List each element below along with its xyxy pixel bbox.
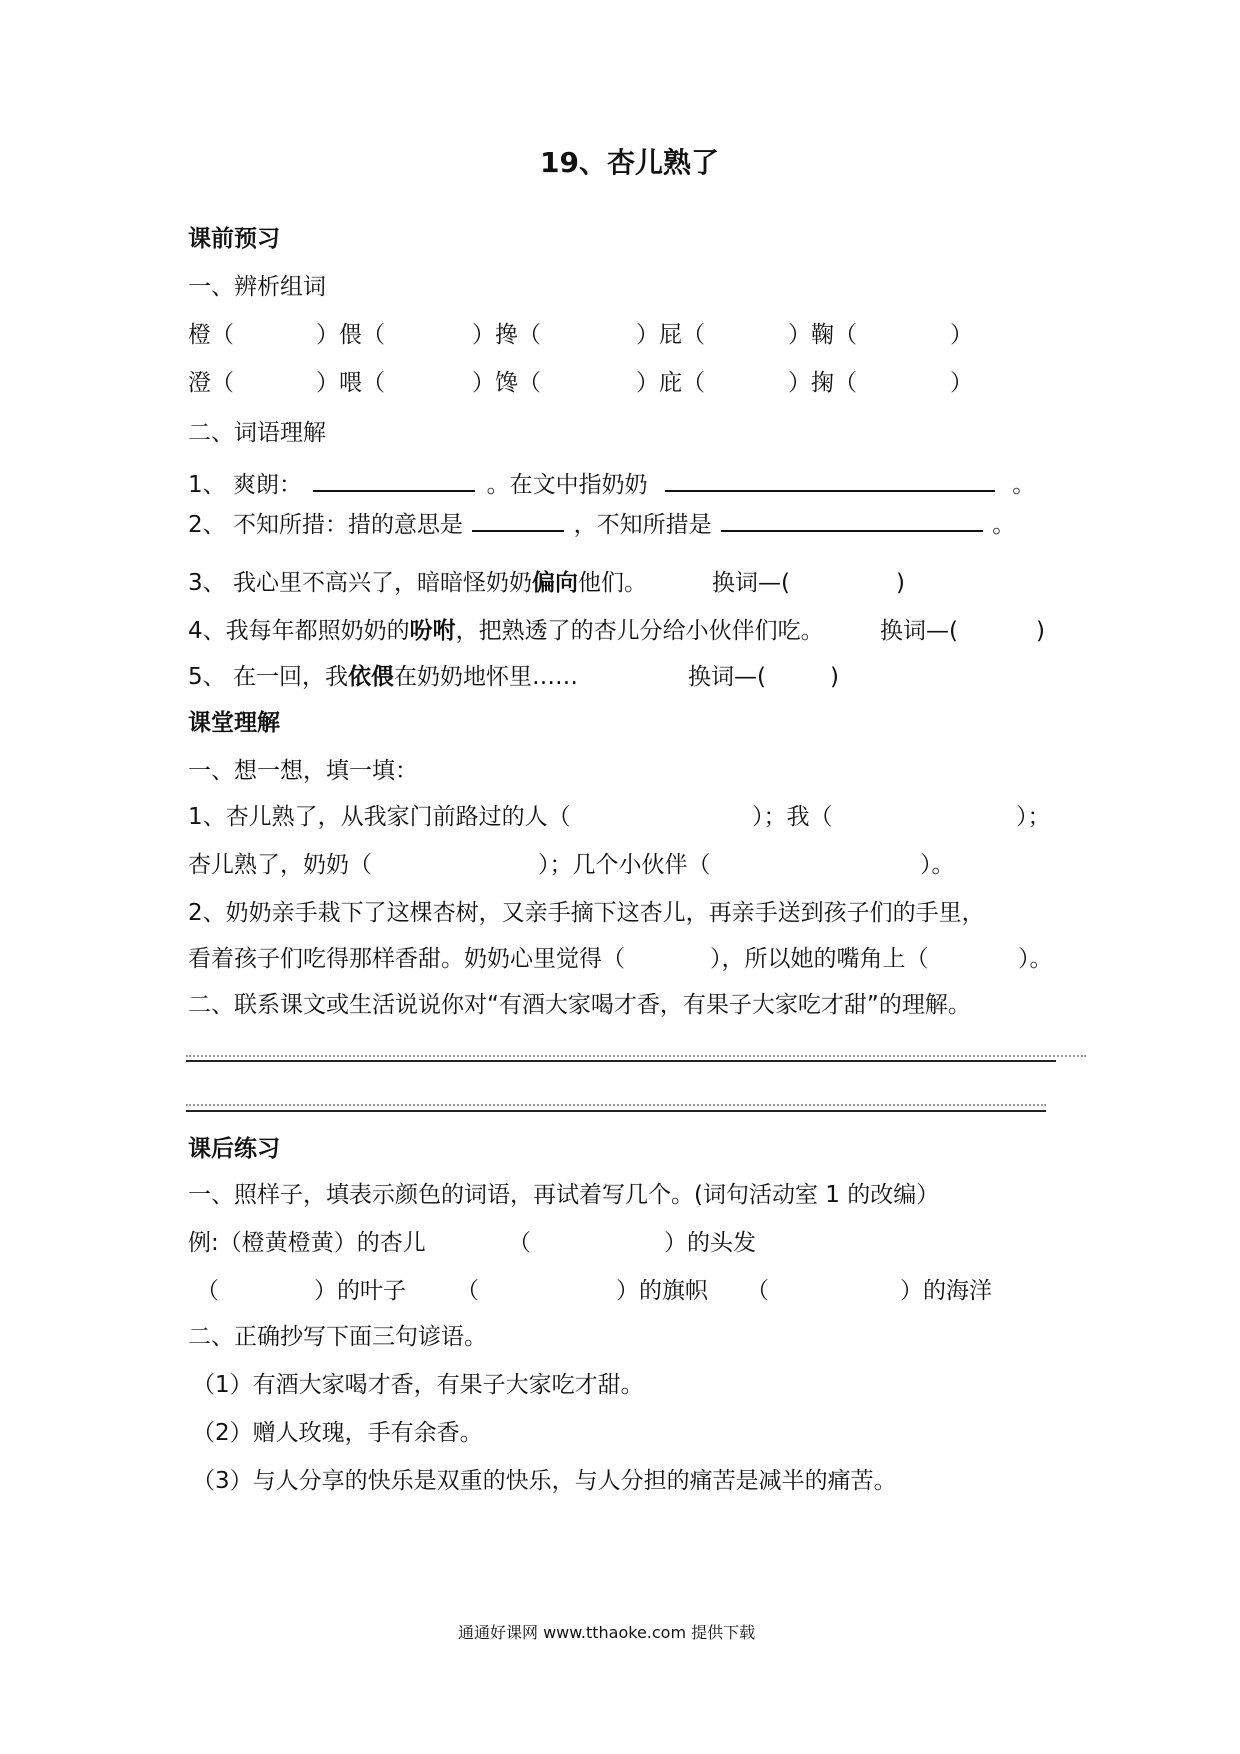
blank-line[interactable] <box>721 508 983 532</box>
paren-open: （ <box>508 1230 531 1256</box>
fill-text: ）的叶子 <box>314 1278 406 1304</box>
prompt-text: 3、 我心里不高兴了，暗暗怪奶奶 <box>188 570 532 596</box>
prompt-text: ，不知所措是 <box>573 512 712 538</box>
prompt-text: 在奶奶地怀里…… <box>393 664 578 690</box>
fill-text: ）；几个小伙伴（ <box>538 852 711 878</box>
replace-word-label: 换词—( <box>880 618 958 644</box>
vocab-line-3 <box>188 568 647 598</box>
paren-close: ) <box>896 570 905 596</box>
char-cell: ）偎（ <box>316 322 385 348</box>
char-cell: 橙（ <box>188 322 234 348</box>
section-heading-after: 课后练习 <box>188 1136 280 1162</box>
answer-dotted-line <box>186 1104 1046 1106</box>
bold-word: 偏向 <box>531 570 578 596</box>
char-cell: ）屁（ <box>636 322 705 348</box>
fill-text: ），所以她的嘴角上（ <box>710 946 929 972</box>
replace-word-label: 换词—( <box>712 570 790 596</box>
fill-text: 2、奶奶亲手栽下了这棵杏树，又亲手摘下这杏儿，再亲手送到孩子们的手里， <box>188 900 985 926</box>
fill-text: ）；我（ <box>752 804 833 830</box>
prompt-text: ，把熟透了的杏儿分给小伙伴们吃。 <box>455 618 824 644</box>
prompt-text: 5、 在一回，我 <box>188 664 348 690</box>
proverb-line: （2）赠人玫瑰，手有余香。 <box>192 1420 483 1446</box>
fill-text: ）。 <box>1018 946 1053 972</box>
fill-text: ）的旗帜 <box>616 1278 708 1304</box>
paren-open: （ <box>456 1278 479 1304</box>
prompt-text: 。在文中指奶奶 <box>486 472 648 498</box>
prompt-text: 。 <box>992 512 1016 538</box>
char-cell: ） <box>950 322 973 348</box>
prompt-text: 2、 不知所措：措的意思是 <box>188 512 463 538</box>
paren-open: （ <box>196 1278 219 1304</box>
paren-close: ) <box>1036 618 1045 644</box>
section-heading-preview: 课前预习 <box>188 226 280 252</box>
fill-text: 杏儿熟了，奶奶（ <box>188 852 372 878</box>
answer-line[interactable] <box>186 1060 1056 1062</box>
vocab-line-4 <box>188 616 824 646</box>
fill-text: ）； <box>1016 804 1051 830</box>
page-title: 19、杏儿熟了 <box>540 146 719 179</box>
paren-open: （ <box>746 1278 769 1304</box>
fill-text: ）的海洋 <box>900 1278 992 1304</box>
blank-line[interactable] <box>313 468 475 492</box>
proverb-line: （1）有酒大家喝才香，有果子大家吃才甜。 <box>192 1372 644 1398</box>
question-heading: 一、辨析组词 <box>188 274 326 300</box>
question-heading: 二、词语理解 <box>188 420 326 446</box>
vocab-line-1 <box>188 468 1035 500</box>
char-cell: ）馋（ <box>472 370 541 396</box>
fill-text: 1、杏儿熟了，从我家门前路过的人（ <box>188 804 571 830</box>
fill-text: ）。 <box>920 852 955 878</box>
question-heading: 一、照样子，填表示颜色的词语，再试着写几个。(词句活动室 1 的改编） <box>188 1182 940 1208</box>
char-cell: ） <box>950 370 973 396</box>
footer-credit: 通通好课网 www.tthaoke.com 提供下载 <box>458 1623 756 1642</box>
char-cell: 澄（ <box>188 370 234 396</box>
answer-dotted-line <box>186 1055 1086 1057</box>
fill-text: 看着孩子们吃得那样香甜。奶奶心里觉得（ <box>188 946 625 972</box>
blank-line[interactable] <box>665 468 995 492</box>
question-heading: 一、想一想，填一填： <box>188 758 418 784</box>
char-cell: ）搀（ <box>472 322 541 348</box>
bold-word: 依偎 <box>347 664 394 690</box>
answer-line[interactable] <box>186 1110 1046 1112</box>
proverb-line: （3）与人分享的快乐是双重的快乐，与人分担的痛苦是减半的痛苦。 <box>192 1468 897 1494</box>
question-heading: 二、联系课文或生活说说你对“有酒大家喝才香，有果子大家吃才甜”的理解。 <box>188 992 971 1018</box>
question-heading: 二、正确抄写下面三句谚语。 <box>188 1324 487 1350</box>
replace-word-label: 换词—( <box>688 664 766 690</box>
fill-text: ）的头发 <box>664 1230 756 1256</box>
bold-word: 吩咐 <box>409 618 456 644</box>
section-heading-class: 课堂理解 <box>188 710 280 736</box>
prompt-text: 4、我每年都照奶奶的 <box>188 618 410 644</box>
char-cell: ）喂（ <box>316 370 385 396</box>
prompt-text: 1、 爽朗： <box>188 472 302 498</box>
blank-line[interactable] <box>472 508 564 532</box>
example-text: 例:（橙黄橙黄）的杏儿 <box>188 1230 426 1256</box>
prompt-text: 他们。 <box>577 570 647 596</box>
char-cell: ）掬（ <box>788 370 857 396</box>
vocab-line-5 <box>188 662 578 692</box>
char-cell: ）庇（ <box>636 370 705 396</box>
paren-close: ) <box>830 664 839 690</box>
vocab-line-2 <box>188 508 1015 540</box>
char-cell: ）鞠（ <box>788 322 857 348</box>
prompt-text: 。 <box>1012 472 1036 498</box>
